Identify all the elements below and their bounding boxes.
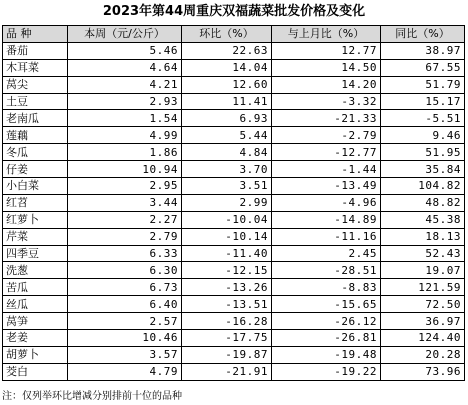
cell-year-on-year: 48.82 [381, 194, 465, 211]
cell-month-on-month: -2.79 [272, 127, 381, 144]
table-row [3, 42, 465, 59]
table-row [3, 110, 465, 127]
table-row [3, 262, 465, 279]
table-row [3, 245, 465, 262]
cell-year-on-year: 45.38 [381, 211, 465, 228]
cell-month-on-month: 14.50 [272, 59, 381, 76]
cell-year-on-year: 15.17 [381, 93, 465, 110]
table-row [3, 93, 465, 110]
table-row [3, 144, 465, 161]
cell-this-week-price: 3.57 [68, 346, 182, 363]
cell-this-week-price: 4.79 [68, 363, 182, 380]
cell-year-on-year: 35.84 [381, 161, 465, 178]
table-row [3, 127, 465, 144]
cell-month-on-month: -19.48 [272, 346, 381, 363]
cell-month-on-month: 2.45 [272, 245, 381, 262]
cell-month-on-month: -8.83 [272, 279, 381, 296]
cell-week-on-week: -21.91 [182, 363, 272, 380]
cell-year-on-year: 104.82 [381, 178, 465, 195]
cell-variety: 红萝卜 [3, 211, 68, 228]
table-row [3, 161, 465, 178]
cell-year-on-year: 51.79 [381, 76, 465, 93]
cell-week-on-week: 12.60 [182, 76, 272, 93]
cell-month-on-month: 12.77 [272, 42, 381, 59]
table-row [3, 296, 465, 313]
table-row [3, 178, 465, 195]
cell-year-on-year: 72.50 [381, 296, 465, 313]
cell-week-on-week: 5.44 [182, 127, 272, 144]
cell-year-on-year: 124.40 [381, 330, 465, 347]
table-header-row [3, 26, 465, 43]
cell-variety: 番茄 [3, 42, 68, 59]
cell-variety: 四季豆 [3, 245, 68, 262]
cell-this-week-price: 1.54 [68, 110, 182, 127]
cell-week-on-week: 3.51 [182, 178, 272, 195]
table-row [3, 194, 465, 211]
cell-variety: 小白菜 [3, 178, 68, 195]
cell-variety: 莴笋 [3, 313, 68, 330]
cell-this-week-price: 6.40 [68, 296, 182, 313]
cell-week-on-week: -16.28 [182, 313, 272, 330]
column-header-month-on-month: 与上月比（%） [272, 26, 381, 43]
cell-year-on-year: -5.51 [381, 110, 465, 127]
cell-variety: 老南瓜 [3, 110, 68, 127]
table-row [3, 363, 465, 380]
cell-this-week-price: 2.93 [68, 93, 182, 110]
cell-year-on-year: 52.43 [381, 245, 465, 262]
cell-month-on-month: -21.33 [272, 110, 381, 127]
cell-week-on-week: -10.04 [182, 211, 272, 228]
table-row [3, 279, 465, 296]
cell-year-on-year: 121.59 [381, 279, 465, 296]
cell-variety: 茭白 [3, 363, 68, 380]
cell-variety: 莴尖 [3, 76, 68, 93]
cell-variety: 胡萝卜 [3, 346, 68, 363]
cell-week-on-week: 14.04 [182, 59, 272, 76]
cell-week-on-week: -19.87 [182, 346, 272, 363]
column-header-year-on-year: 同比（%） [381, 26, 465, 43]
cell-this-week-price: 10.46 [68, 330, 182, 347]
cell-this-week-price: 6.73 [68, 279, 182, 296]
cell-week-on-week: 4.84 [182, 144, 272, 161]
cell-month-on-month: -11.16 [272, 228, 381, 245]
cell-month-on-month: -14.89 [272, 211, 381, 228]
cell-week-on-week: -17.75 [182, 330, 272, 347]
cell-variety: 红苕 [3, 194, 68, 211]
price-table [2, 25, 465, 381]
cell-week-on-week: -12.15 [182, 262, 272, 279]
cell-this-week-price: 4.64 [68, 59, 182, 76]
cell-year-on-year: 73.96 [381, 363, 465, 380]
report-title: 2023年第44周重庆双福蔬菜批发价格及变化 [102, 4, 366, 19]
cell-month-on-month: 14.20 [272, 76, 381, 93]
cell-variety: 芹菜 [3, 228, 68, 245]
table-row [3, 346, 465, 363]
column-header-variety: 品 种 [3, 26, 68, 43]
cell-month-on-month: -26.12 [272, 313, 381, 330]
cell-week-on-week: 3.70 [182, 161, 272, 178]
cell-this-week-price: 1.86 [68, 144, 182, 161]
cell-month-on-month: -13.49 [272, 178, 381, 195]
cell-year-on-year: 51.95 [381, 144, 465, 161]
cell-year-on-year: 18.13 [381, 228, 465, 245]
cell-this-week-price: 6.30 [68, 262, 182, 279]
cell-week-on-week: 11.41 [182, 93, 272, 110]
cell-this-week-price: 6.33 [68, 245, 182, 262]
cell-year-on-year: 20.28 [381, 346, 465, 363]
cell-month-on-month: -28.51 [272, 262, 381, 279]
cell-variety: 丝瓜 [3, 296, 68, 313]
cell-year-on-year: 9.46 [381, 127, 465, 144]
table-row [3, 76, 465, 93]
cell-variety: 老姜 [3, 330, 68, 347]
cell-week-on-week: 2.99 [182, 194, 272, 211]
cell-month-on-month: -26.81 [272, 330, 381, 347]
cell-this-week-price: 2.79 [68, 228, 182, 245]
cell-this-week-price: 4.99 [68, 127, 182, 144]
cell-this-week-price: 2.27 [68, 211, 182, 228]
cell-year-on-year: 19.07 [381, 262, 465, 279]
cell-year-on-year: 36.97 [381, 313, 465, 330]
cell-variety: 洗葱 [3, 262, 68, 279]
cell-this-week-price: 4.21 [68, 76, 182, 93]
cell-week-on-week: -13.26 [182, 279, 272, 296]
table-row [3, 228, 465, 245]
cell-variety: 冬瓜 [3, 144, 68, 161]
cell-year-on-year: 38.97 [381, 42, 465, 59]
table-body [3, 42, 465, 380]
cell-variety: 莲藕 [3, 127, 68, 144]
cell-this-week-price: 3.44 [68, 194, 182, 211]
cell-week-on-week: -13.51 [182, 296, 272, 313]
cell-variety: 土豆 [3, 93, 68, 110]
cell-week-on-week: -10.14 [182, 228, 272, 245]
cell-this-week-price: 10.94 [68, 161, 182, 178]
cell-this-week-price: 5.46 [68, 42, 182, 59]
cell-week-on-week: 6.93 [182, 110, 272, 127]
cell-variety: 木耳菜 [3, 59, 68, 76]
column-header-this-week-price: 本周（元/公斤） [68, 26, 182, 43]
cell-this-week-price: 2.95 [68, 178, 182, 195]
table-row [3, 330, 465, 347]
cell-year-on-year: 67.55 [381, 59, 465, 76]
footnote: 注：仅列举环比增减分别排前十位的品种 [2, 391, 182, 402]
cell-month-on-month: -12.77 [272, 144, 381, 161]
cell-variety: 仔姜 [3, 161, 68, 178]
table-row [3, 313, 465, 330]
cell-week-on-week: 22.63 [182, 42, 272, 59]
cell-variety: 苦瓜 [3, 279, 68, 296]
column-header-week-on-week: 环比（%） [182, 26, 272, 43]
cell-this-week-price: 2.57 [68, 313, 182, 330]
cell-month-on-month: -19.22 [272, 363, 381, 380]
table-row [3, 211, 465, 228]
cell-month-on-month: -15.65 [272, 296, 381, 313]
cell-month-on-month: -3.32 [272, 93, 381, 110]
cell-month-on-month: -1.44 [272, 161, 381, 178]
cell-month-on-month: -4.96 [272, 194, 381, 211]
cell-week-on-week: -11.40 [182, 245, 272, 262]
table-row [3, 59, 465, 76]
